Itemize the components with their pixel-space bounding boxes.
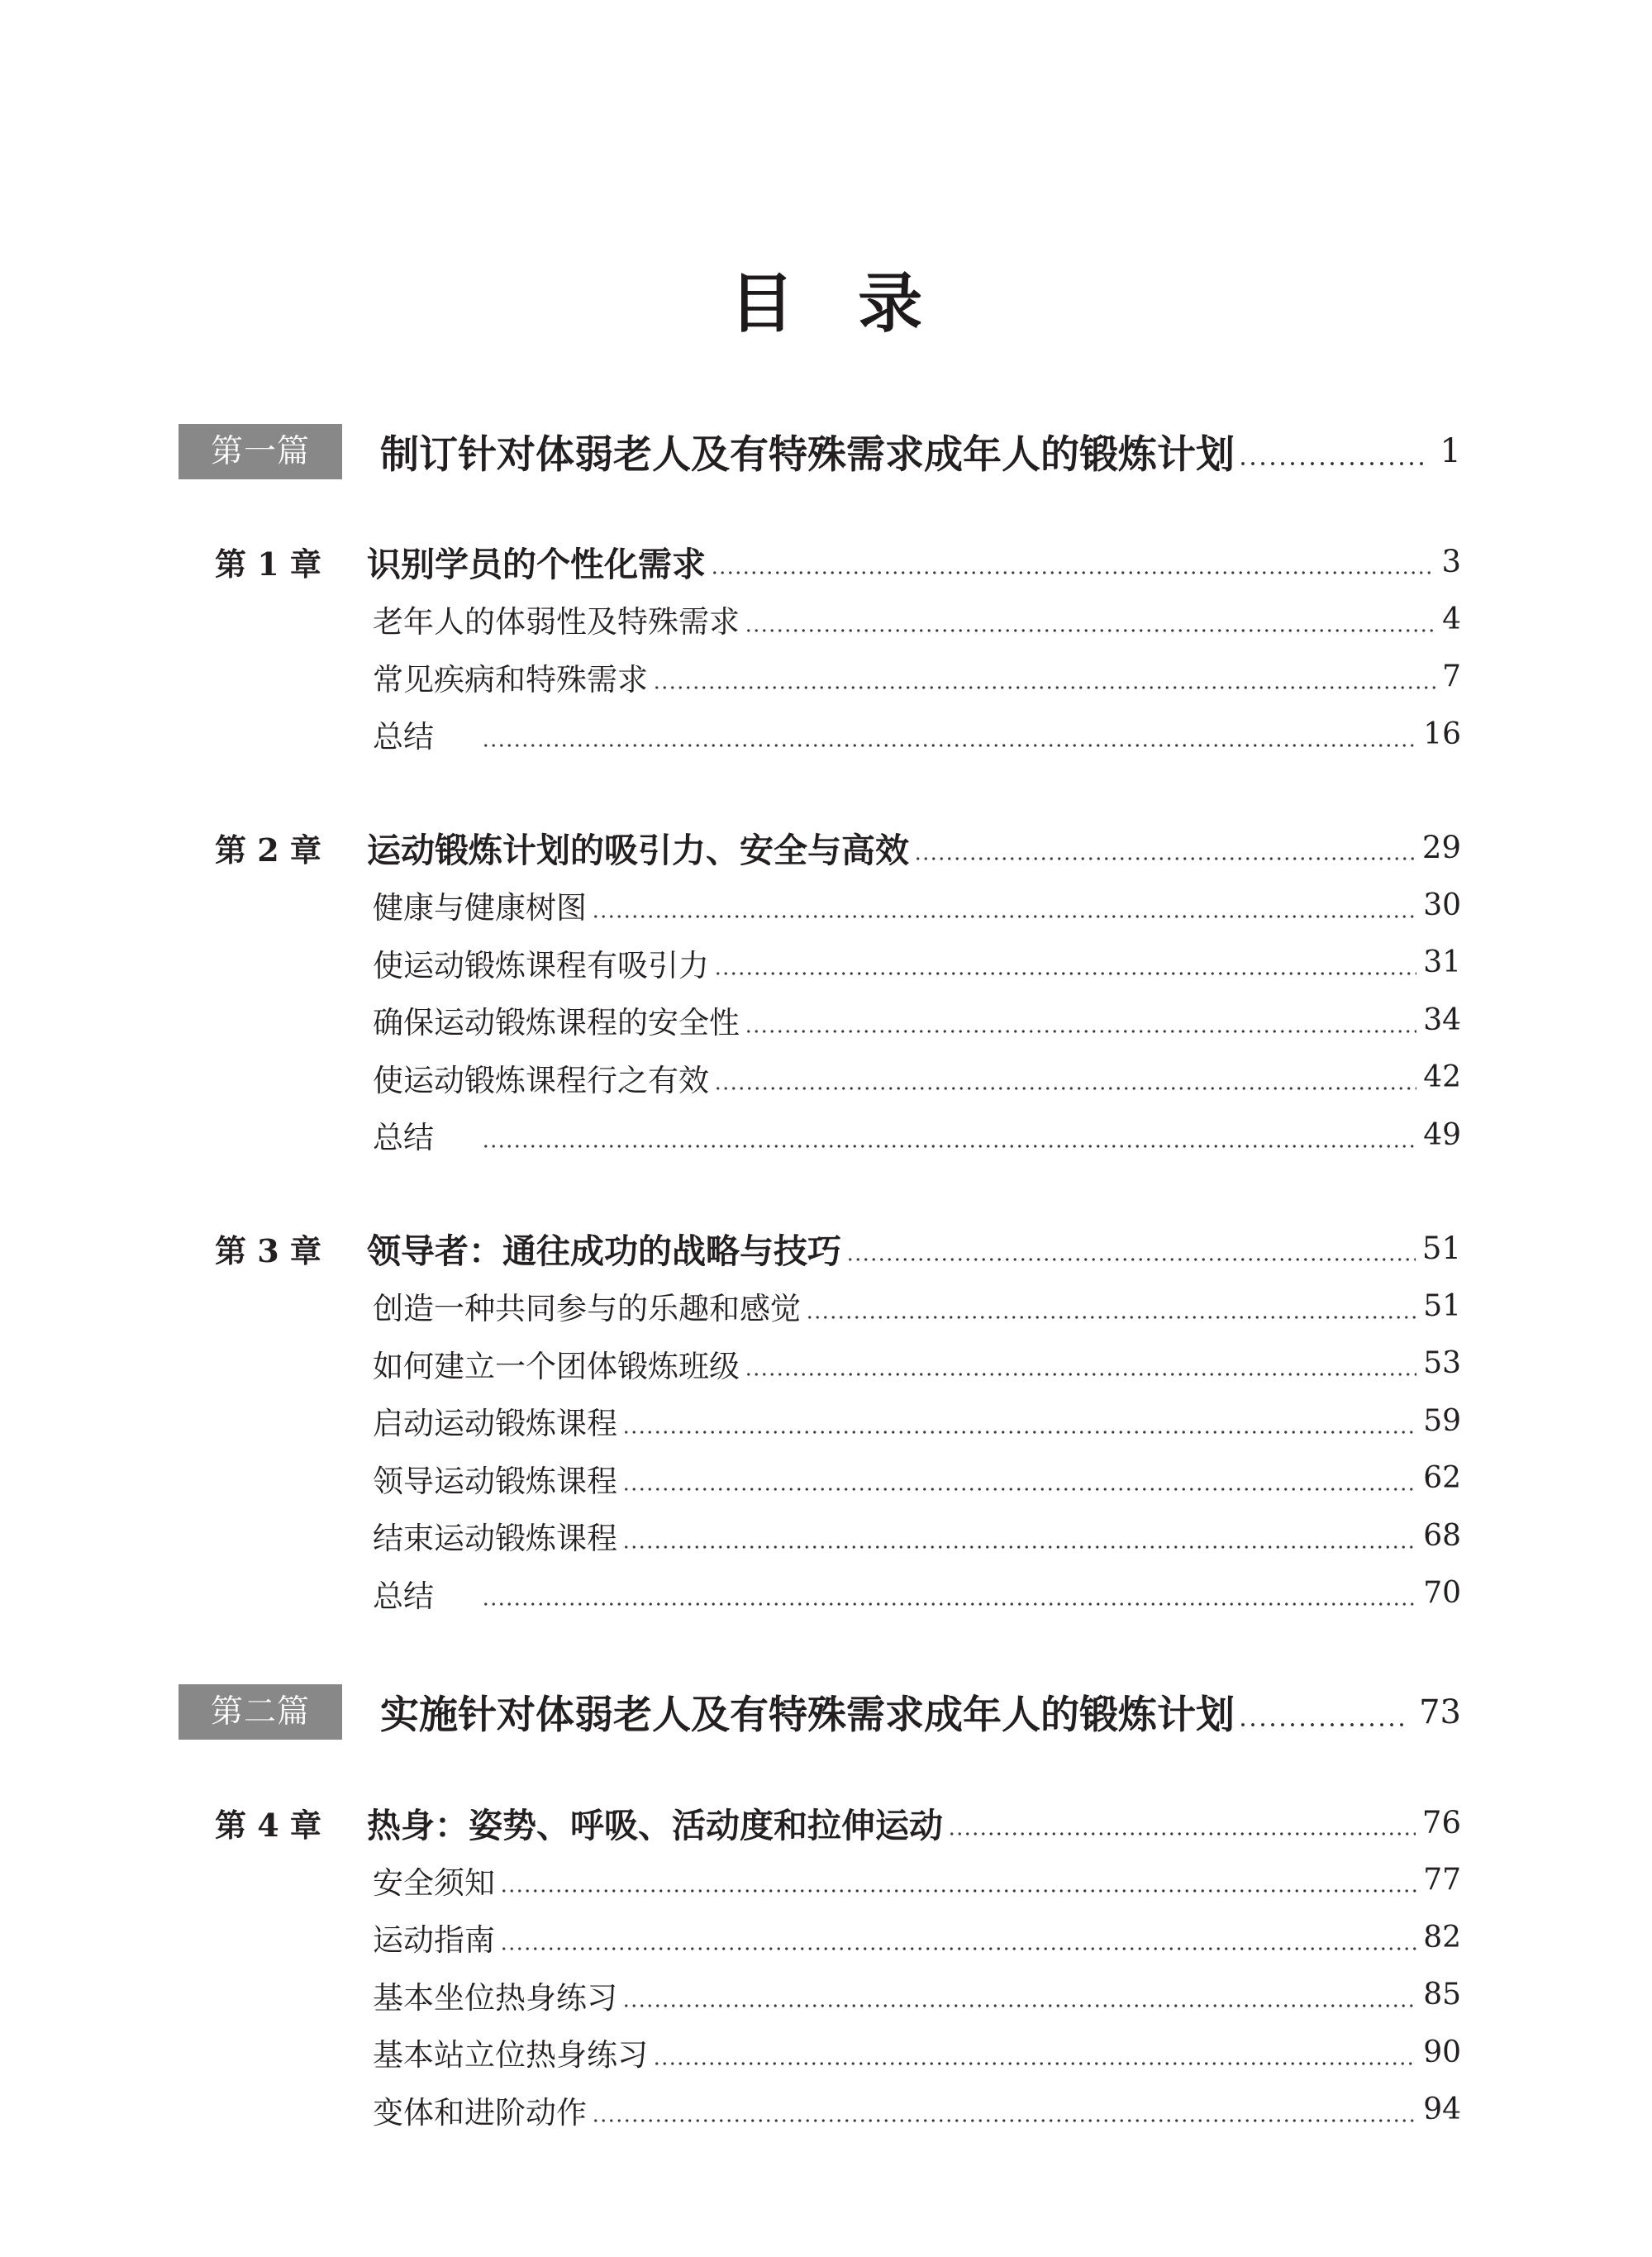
dot-leader [653, 2024, 1416, 2082]
page-number: 16 [1423, 717, 1461, 751]
chapter-block [179, 819, 1461, 1164]
chapter-number: 第 4 章 [215, 1806, 321, 1844]
section-row [179, 1393, 1461, 1450]
page-number: 1 [1440, 432, 1461, 470]
part-row [179, 1683, 1461, 1741]
section-title: 健康与健康树图 [373, 890, 587, 926]
dot-leader [622, 1966, 1416, 2024]
page-number: 90 [1423, 2035, 1461, 2069]
page-number: 29 [1421, 830, 1461, 866]
dot-leader [500, 1909, 1416, 1967]
dot-leader [714, 934, 1416, 992]
dot-leader [745, 591, 1435, 649]
section-title: 启动运动锻炼课程 [373, 1406, 617, 1442]
section-title: 如何建立一个团体锻炼班级 [373, 1348, 740, 1384]
section-title: 安全须知 [373, 1864, 495, 1901]
page-number: 34 [1423, 1002, 1461, 1037]
chapter-row [179, 819, 1461, 877]
dot-leader [714, 1049, 1416, 1107]
section-title: 总结 [373, 719, 434, 755]
chapter-title: 热身：姿势、呼吸、活动度和拉伸运动 [367, 1805, 943, 1845]
section-row-summary [179, 1564, 1461, 1622]
chapter-number: 第 2 章 [215, 831, 321, 869]
part-badge: 第一篇 [179, 424, 342, 479]
page-number: 31 [1423, 945, 1461, 980]
dot-leader [482, 706, 1416, 764]
page-number: 30 [1423, 888, 1461, 922]
dot-leader [622, 1393, 1416, 1450]
section-row [179, 591, 1461, 649]
dot-leader [745, 992, 1416, 1050]
section-row [179, 1450, 1461, 1507]
section-title: 总结 [373, 1578, 434, 1614]
page-number: 76 [1421, 1804, 1461, 1840]
dot-leader [592, 2081, 1416, 2139]
section-row [179, 1278, 1461, 1336]
page-number: 53 [1423, 1346, 1461, 1381]
chapter-title: 运动锻炼计划的吸引力、安全与高效 [367, 831, 909, 871]
chapter-title: 识别学员的个性化需求 [367, 545, 706, 585]
section-row [179, 934, 1461, 992]
dot-leader [711, 533, 1435, 591]
page-number: 73 [1419, 1693, 1461, 1731]
chapter-block [179, 533, 1461, 763]
page-number: 42 [1423, 1060, 1461, 1095]
section-row [179, 1335, 1461, 1393]
section-row [179, 1049, 1461, 1107]
section-row [179, 2024, 1461, 2082]
dot-leader [482, 1107, 1416, 1164]
section-row-summary [179, 1107, 1461, 1164]
section-row-summary [179, 706, 1461, 764]
dot-leader [653, 648, 1435, 706]
dot-leader [806, 1278, 1416, 1336]
page-number: 3 [1441, 544, 1461, 580]
page-number: 70 [1423, 1576, 1461, 1611]
page-number: 82 [1423, 1920, 1461, 1955]
dot-leader [592, 877, 1416, 935]
page-number: 77 [1423, 1863, 1461, 1897]
chapter-row [179, 533, 1461, 591]
section-row [179, 2081, 1461, 2139]
section-title: 老年人的体弱性及特殊需求 [373, 604, 740, 640]
chapter-number: 第 3 章 [215, 1232, 321, 1270]
section-title: 结束运动锻炼课程 [373, 1521, 617, 1557]
dot-leader [846, 1220, 1416, 1278]
chapter-block [179, 1794, 1461, 2139]
section-row [179, 1851, 1461, 1909]
section-title: 基本站立位热身练习 [373, 2037, 648, 2074]
page-title: 目 录 [729, 266, 923, 341]
page-number: 51 [1421, 1231, 1461, 1267]
section-row [179, 1966, 1461, 2024]
section-title: 基本坐位热身练习 [373, 1979, 617, 2016]
section-row [179, 992, 1461, 1050]
section-title: 总结 [373, 1120, 434, 1156]
page-number: 59 [1423, 1403, 1461, 1438]
section-row [179, 1507, 1461, 1565]
page-number: 51 [1423, 1288, 1461, 1323]
chapter-row [179, 1794, 1461, 1852]
chapter-title: 领导者：通往成功的战略与技巧 [367, 1231, 841, 1272]
dot-leader [948, 1794, 1416, 1852]
section-row [179, 648, 1461, 706]
section-title: 变体和进阶动作 [373, 2094, 587, 2131]
dot-leader [914, 819, 1416, 877]
part-row [179, 422, 1461, 480]
page-number: 62 [1423, 1461, 1461, 1496]
page-number: 4 [1442, 602, 1461, 636]
section-title: 创造一种共同参与的乐趣和感觉 [373, 1291, 801, 1327]
section-title: 使运动锻炼课程有吸引力 [373, 947, 709, 983]
page-number: 49 [1423, 1117, 1461, 1152]
section-title: 使运动锻炼课程行之有效 [373, 1062, 709, 1098]
section-title: 领导运动锻炼课程 [373, 1463, 617, 1499]
section-title: 运动指南 [373, 1922, 495, 1959]
dot-leader [622, 1507, 1416, 1565]
chapter-block [179, 1220, 1461, 1622]
section-row [179, 877, 1461, 935]
part-title: 实施针对体弱老人及有特殊需求成年人的锻炼计划 [380, 1693, 1235, 1738]
section-title: 确保运动锻炼课程的安全性 [373, 1005, 740, 1041]
part-title: 制订针对体弱老人及有特殊需求成年人的锻炼计划 [380, 431, 1235, 478]
page-number: 85 [1423, 1978, 1461, 2012]
chapter-row [179, 1220, 1461, 1278]
page-number: 94 [1423, 2093, 1461, 2127]
table-of-contents [179, 422, 1461, 2139]
part-badge: 第二篇 [179, 1684, 342, 1740]
dot-leader [622, 1450, 1416, 1507]
section-title: 常见疾病和特殊需求 [373, 661, 648, 698]
chapter-number: 第 1 章 [215, 545, 321, 583]
dot-leader [500, 1851, 1416, 1909]
section-row [179, 1909, 1461, 1967]
dot-leader [1238, 1683, 1407, 1741]
page-number: 68 [1423, 1518, 1461, 1553]
dot-leader [482, 1564, 1416, 1622]
dot-leader [1238, 422, 1429, 480]
dot-leader [745, 1335, 1416, 1393]
page-number: 7 [1442, 659, 1461, 694]
